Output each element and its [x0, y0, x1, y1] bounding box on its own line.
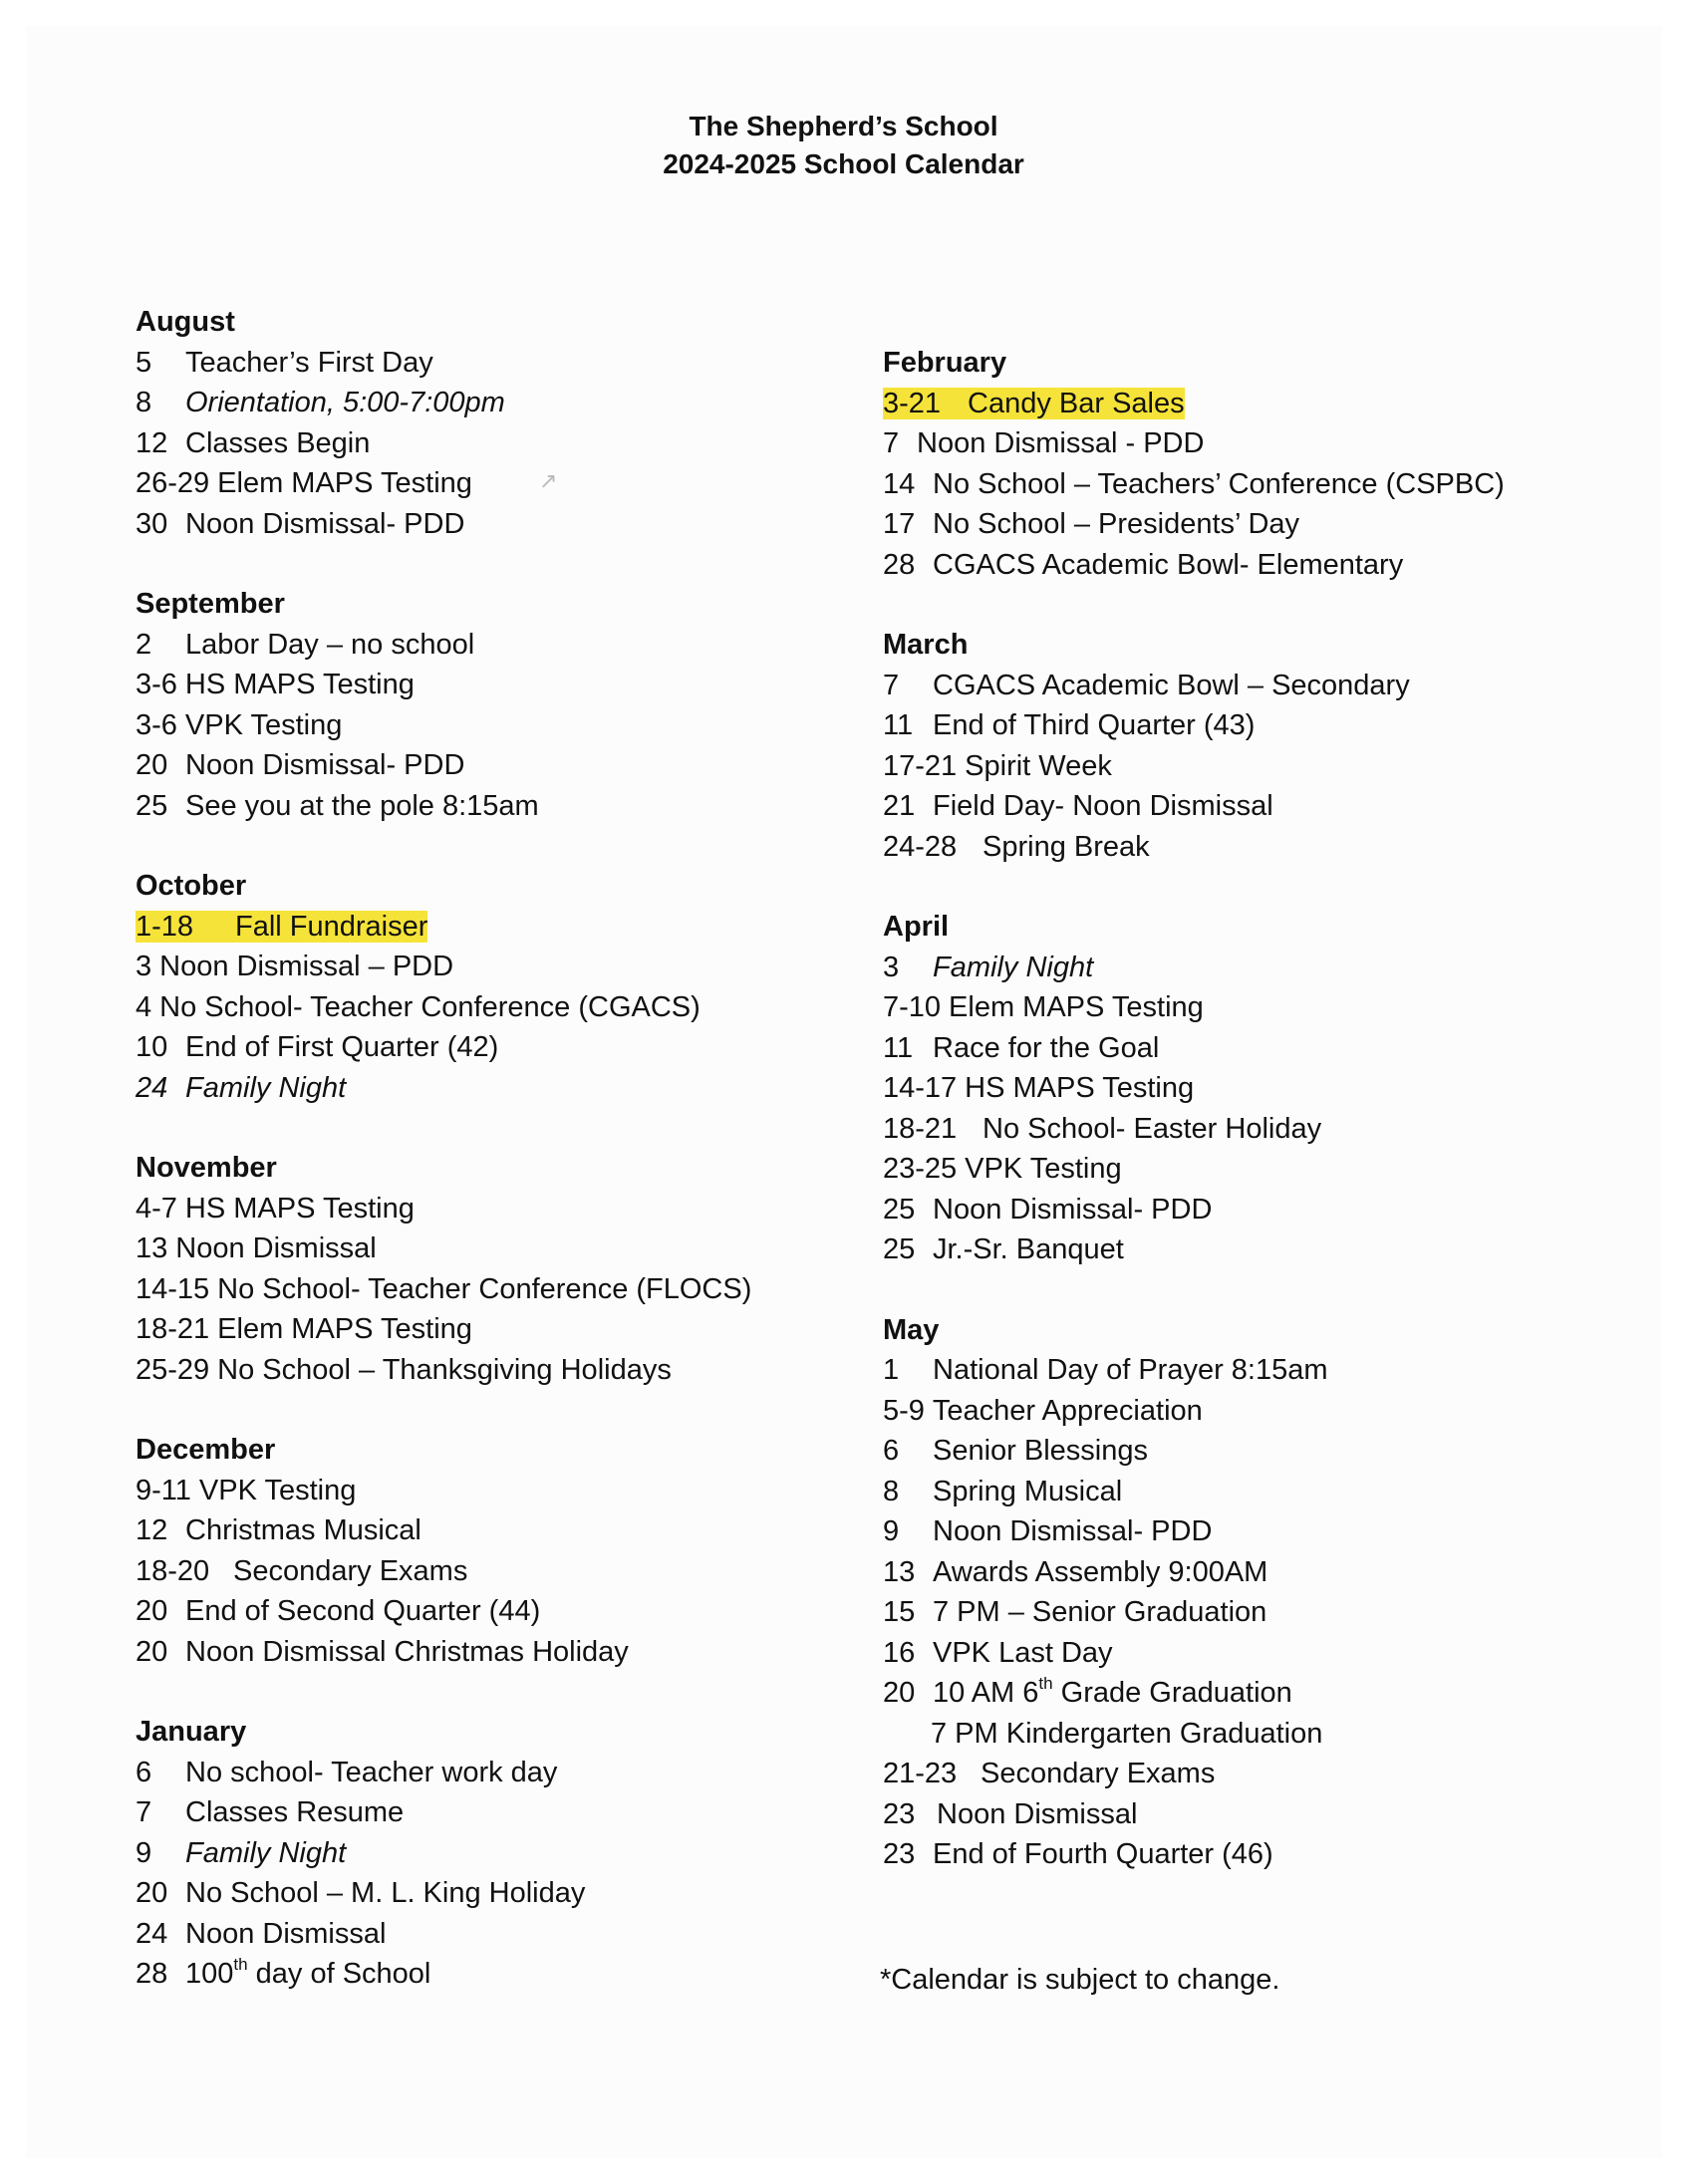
event-content [883, 1515, 1212, 1547]
event-text: Candy Bar Sales [968, 387, 1185, 419]
event-date: 5 [136, 346, 152, 379]
month-heading: September [136, 588, 285, 620]
event-text: Elem MAPS Testing [217, 1313, 472, 1345]
month-heading: November [136, 1152, 277, 1184]
event-content [883, 1758, 1215, 1789]
right-column [883, 343, 1640, 1915]
event-content [136, 669, 415, 700]
event-date: 30 [136, 507, 168, 540]
event-content [136, 709, 342, 741]
event-date: 24 [136, 1071, 168, 1104]
event-text: Race for the Goal [933, 1031, 1160, 1064]
event-date: 11 [883, 709, 914, 741]
event-text: Family Night [933, 951, 1094, 983]
event-content [136, 387, 505, 418]
event-content [136, 629, 474, 661]
event-text: Secondary Exams [981, 1758, 1216, 1789]
event-date: 13 [136, 1232, 168, 1264]
event-content [883, 1476, 1122, 1507]
event-date: 12 [136, 1514, 168, 1546]
event-date: 3 [136, 951, 152, 982]
event-content [136, 1475, 356, 1506]
event-date: 26-29 [136, 467, 210, 499]
event-row [136, 625, 893, 666]
event-row [883, 504, 1640, 545]
event-text: No School- Teacher Conference (FLOCS) [217, 1272, 752, 1305]
event-date: 9 [136, 1836, 152, 1869]
footnote: *Calendar is subject to change. [880, 1964, 1280, 1996]
event-date: 11 [883, 1031, 914, 1064]
event-content [883, 1153, 1122, 1185]
event-text: 7 PM Kindergarten Graduation [931, 1717, 1323, 1750]
event-row [883, 786, 1640, 827]
event-date: 24-28 [883, 830, 958, 863]
event-content [136, 1193, 415, 1225]
month-heading: August [136, 306, 235, 338]
event-date: 7 [136, 1796, 152, 1828]
event-row [883, 1190, 1640, 1230]
event-row [883, 1592, 1640, 1633]
event-row [883, 705, 1640, 746]
month-april [883, 907, 1640, 1270]
event-date: 20 [883, 1677, 916, 1709]
event-text: VPK Testing [184, 708, 343, 741]
event-date: 14-17 [883, 1072, 958, 1104]
event-row [883, 987, 1640, 1028]
event-row [883, 1834, 1640, 1875]
month-may [883, 1310, 1640, 1875]
event-text: Noon Dismissal [937, 1797, 1138, 1830]
event-content [883, 831, 1150, 863]
event-row [136, 705, 893, 746]
event-row [136, 1510, 893, 1551]
event-row [136, 1792, 893, 1833]
event-text: End of Fourth Quarter (46) [933, 1838, 1273, 1870]
event-content [136, 347, 433, 379]
event-date: 4-7 [136, 1192, 177, 1225]
event-date: 25 [883, 1233, 916, 1265]
event-content [883, 468, 1505, 500]
event-row [136, 1753, 893, 1793]
event-text: Noon Dismissal [175, 1232, 377, 1264]
event-row [883, 1028, 1640, 1069]
event-content [136, 1757, 557, 1788]
event-content [883, 991, 1204, 1023]
event-row [883, 423, 1640, 464]
event-content [136, 1636, 629, 1668]
event-content [883, 1072, 1194, 1104]
event-content [883, 1354, 1328, 1386]
event-row [136, 1632, 893, 1673]
event-text: VPK Testing [965, 1153, 1122, 1185]
month-heading: October [136, 870, 247, 902]
event-text: 10 AM 6 [933, 1677, 1039, 1709]
event-date: 20 [136, 749, 168, 781]
month-heading: December [136, 1434, 276, 1466]
event-content [883, 1596, 1266, 1628]
event-date: 1 [883, 1354, 900, 1386]
month-august [136, 302, 893, 544]
event-text: Noon Dismissal- PDD [933, 1515, 1213, 1547]
event-content [136, 1796, 404, 1828]
month-january [136, 1712, 893, 1995]
event-text: 7 PM – Senior Graduation [933, 1596, 1267, 1628]
event-content [883, 670, 1410, 701]
event-content [883, 1798, 1137, 1830]
month-heading: May [883, 1313, 940, 1346]
event-content [136, 1877, 585, 1909]
event-text: Noon Dismissal- PDD [185, 749, 465, 781]
event-row [883, 545, 1640, 586]
event-row [136, 1189, 893, 1229]
event-date: 28 [883, 548, 916, 581]
event-date: 7-10 [883, 991, 942, 1023]
event-row [883, 1794, 1640, 1835]
event-content [136, 1837, 346, 1869]
event-text: No School – Teachers’ Conference (CSPBC) [933, 467, 1505, 500]
event-text: Family Night [185, 1071, 347, 1104]
month-heading: April [883, 911, 950, 943]
event-row [136, 1350, 893, 1391]
event-row [136, 1833, 893, 1874]
event-text: HS MAPS Testing [184, 669, 415, 700]
event-row [136, 745, 893, 786]
event-row [136, 423, 893, 464]
event-date: 5-9 [883, 1394, 925, 1427]
event-date: 28 [136, 1958, 168, 1990]
event-date: 18-21 [883, 1112, 958, 1145]
event-text: Labor Day – no school [185, 628, 475, 661]
event-text: Spring Break [983, 830, 1150, 863]
event-row [883, 1714, 1640, 1755]
event-date: 6 [136, 1756, 152, 1788]
event-text: VPK Last Day [933, 1636, 1113, 1669]
ordinal-suffix: th [233, 1955, 248, 1975]
event-text: Classes Begin [185, 426, 371, 459]
event-content [883, 427, 1204, 459]
event-content [136, 790, 539, 822]
scan-mark: ↗ [539, 468, 558, 493]
event-row [883, 746, 1640, 787]
event-content [136, 508, 464, 540]
event-content [883, 1637, 1113, 1669]
event-content [136, 951, 453, 982]
event-date: 9-11 [136, 1474, 191, 1506]
event-text: Elem MAPS Testing [949, 991, 1204, 1023]
event-content [136, 1354, 672, 1386]
event-content [883, 1674, 1292, 1709]
event-date: 18-20 [136, 1554, 210, 1587]
event-text: HS MAPS Testing [965, 1072, 1195, 1104]
event-text: No School – Thanksgiving Holidays [217, 1353, 672, 1386]
event-date: 14 [883, 467, 916, 500]
event-row [136, 786, 893, 827]
event-row [883, 827, 1640, 868]
event-date: 20 [136, 1635, 168, 1668]
event-content [883, 1194, 1212, 1226]
event-text: No School- Easter Holiday [983, 1112, 1322, 1145]
event-text: Secondary Exams [233, 1554, 468, 1587]
event-row [136, 383, 893, 423]
event-row [136, 1471, 893, 1511]
event-content [136, 1955, 431, 1990]
event-text: HS MAPS Testing [184, 1192, 415, 1225]
event-row [136, 907, 893, 948]
event-row [136, 947, 893, 987]
event-date: 17 [883, 508, 916, 540]
event-date: 1-18 [136, 910, 194, 943]
event-content [931, 1718, 1322, 1750]
event-text: Teacher Appreciation [932, 1394, 1203, 1427]
event-date: 4 [136, 990, 152, 1023]
event-content [136, 1031, 498, 1063]
event-row [883, 1633, 1640, 1674]
event-text: No school- Teacher work day [185, 1756, 558, 1788]
month-february [883, 343, 1640, 585]
event-text: Family Night [185, 1836, 347, 1869]
event-row [136, 1269, 893, 1310]
event-row [883, 1109, 1640, 1150]
event-text: Classes Resume [185, 1796, 405, 1828]
event-text: CGACS Academic Bowl – Secondary [933, 669, 1410, 701]
event-row [883, 1552, 1640, 1593]
month-march [883, 625, 1640, 867]
event-content [136, 1072, 346, 1104]
event-row [136, 1914, 893, 1955]
event-text: Teacher’s First Day [185, 346, 433, 379]
event-text: Senior Blessings [933, 1435, 1148, 1467]
month-heading: February [883, 347, 1007, 379]
event-text: Field Day- Noon Dismissal [933, 790, 1273, 822]
event-date: 7 [883, 669, 900, 701]
month-heading: March [883, 629, 969, 661]
event-row [883, 384, 1640, 424]
event-content [136, 1595, 540, 1627]
event-row [883, 464, 1640, 505]
left-column [136, 302, 893, 2035]
event-row [883, 1431, 1640, 1472]
event-row [136, 1309, 893, 1350]
event-row [136, 343, 893, 384]
event-date: 25 [883, 1193, 916, 1226]
event-text: Christmas Musical [185, 1514, 422, 1546]
event-date: 3-21 [883, 387, 942, 419]
event-date: 7 [883, 427, 900, 459]
event-date: 12 [136, 426, 168, 459]
event-text: No School – Presidents’ Day [933, 508, 1300, 540]
event-content [883, 952, 1093, 983]
event-content [883, 750, 1112, 782]
event-date: 3-6 [136, 708, 177, 741]
event-content [136, 1514, 422, 1546]
event-row [136, 463, 893, 504]
event-date: 21-23 [883, 1758, 958, 1789]
event-text: Awards Assembly 9:00AM [933, 1555, 1268, 1588]
event-text: Fall Fundraiser [235, 910, 428, 943]
event-text: Spring Musical [933, 1475, 1123, 1507]
event-content [136, 1918, 386, 1950]
ordinal-suffix: th [1038, 1674, 1053, 1694]
event-text: See you at the pole 8:15am [185, 789, 539, 822]
event-text: Elem MAPS Testing [217, 467, 472, 499]
event-row [136, 665, 893, 705]
event-text: Spirit Week [965, 749, 1112, 782]
event-date: 3 [883, 951, 900, 983]
event-date: 23 [883, 1797, 916, 1830]
event-text: Noon Dismissal- PDD [933, 1193, 1213, 1226]
month-heading: January [136, 1716, 247, 1748]
event-row [136, 1027, 893, 1068]
event-text: VPK Testing [198, 1474, 357, 1506]
event-row [136, 987, 893, 1028]
event-content [136, 1273, 751, 1305]
event-text: Noon Dismissal Christmas Holiday [185, 1635, 629, 1668]
event-text: End of Second Quarter (44) [185, 1595, 541, 1627]
event-row [883, 1229, 1640, 1270]
event-text: Noon Dismissal – PDD [159, 951, 454, 982]
event-content [883, 1435, 1148, 1467]
event-date: 8 [883, 1475, 900, 1507]
event-row [136, 1591, 893, 1632]
event-date: 2 [136, 628, 152, 661]
event-text: No School- Teacher Conference (CGACS) [159, 990, 701, 1023]
event-date: 20 [136, 1877, 168, 1909]
event-content [883, 1556, 1267, 1588]
event-content [136, 1313, 472, 1345]
event-date: 3-6 [136, 669, 177, 700]
event-content [883, 790, 1273, 822]
event-row [883, 1511, 1640, 1552]
event-date: 20 [136, 1595, 168, 1627]
event-date: 18-21 [136, 1313, 210, 1345]
event-content [883, 549, 1403, 581]
event-text-tail: day of School [247, 1958, 431, 1990]
event-content [136, 467, 472, 499]
event-text: End of Third Quarter (43) [933, 709, 1256, 741]
event-row [136, 1068, 893, 1109]
event-date: 25-29 [136, 1353, 210, 1386]
event-row [883, 948, 1640, 988]
event-row [883, 1350, 1640, 1391]
event-row [136, 1228, 893, 1269]
event-content [883, 1233, 1124, 1265]
event-row [883, 1472, 1640, 1512]
event-date: 14-15 [136, 1272, 210, 1305]
event-content [883, 1838, 1273, 1870]
event-content [883, 508, 1299, 540]
event-row [883, 1149, 1640, 1190]
event-text: No School – M. L. King Holiday [185, 1877, 586, 1909]
event-text: Jr.-Sr. Banquet [933, 1233, 1124, 1265]
event-row [883, 1391, 1640, 1432]
event-date: 25 [136, 789, 168, 822]
highlighted-event [136, 911, 427, 943]
event-content [883, 1395, 1203, 1427]
event-date: 8 [136, 387, 152, 418]
event-row [136, 504, 893, 545]
event-content [136, 1555, 467, 1587]
event-row [883, 666, 1640, 706]
event-content [883, 709, 1255, 741]
event-date: 23-25 [883, 1153, 958, 1185]
event-text: Orientation, 5:00-7:00pm [185, 387, 505, 418]
event-date: 15 [883, 1596, 916, 1628]
event-text: Noon Dismissal- PDD [185, 507, 465, 540]
highlighted-event [883, 388, 1185, 419]
month-september [136, 584, 893, 826]
event-date: 9 [883, 1515, 900, 1547]
calendar-title: 2024-2025 School Calendar [663, 148, 1024, 179]
event-row [883, 1754, 1640, 1794]
month-december [136, 1430, 893, 1672]
event-content [136, 991, 701, 1023]
event-date: 21 [883, 790, 916, 822]
document-header [0, 108, 1687, 183]
event-content [136, 1232, 377, 1264]
event-date: 17-21 [883, 749, 958, 782]
school-name: The Shepherd’s School [689, 111, 998, 141]
event-date: 10 [136, 1031, 168, 1063]
event-date: 13 [883, 1555, 916, 1588]
event-text-tail: Grade Graduation [1052, 1677, 1292, 1709]
event-row [136, 1551, 893, 1592]
month-october [136, 866, 893, 1108]
event-date: 6 [883, 1435, 900, 1467]
event-text: Noon Dismissal [185, 1917, 387, 1950]
event-text: 100 [185, 1958, 234, 1990]
event-content [136, 749, 464, 781]
month-november [136, 1148, 893, 1390]
event-text: End of First Quarter (42) [185, 1031, 499, 1063]
event-date: 16 [883, 1636, 916, 1669]
event-row [883, 1673, 1640, 1714]
event-text: National Day of Prayer 8:15am [933, 1354, 1328, 1386]
event-text: Noon Dismissal - PDD [917, 427, 1205, 459]
event-date: 23 [883, 1838, 916, 1870]
event-date: 24 [136, 1917, 168, 1950]
event-text: CGACS Academic Bowl- Elementary [933, 548, 1404, 581]
event-content [136, 427, 370, 459]
event-row [136, 1954, 893, 1995]
event-row [883, 1068, 1640, 1109]
event-content [883, 1032, 1159, 1064]
event-row [136, 1873, 893, 1914]
event-content [883, 1113, 1321, 1145]
